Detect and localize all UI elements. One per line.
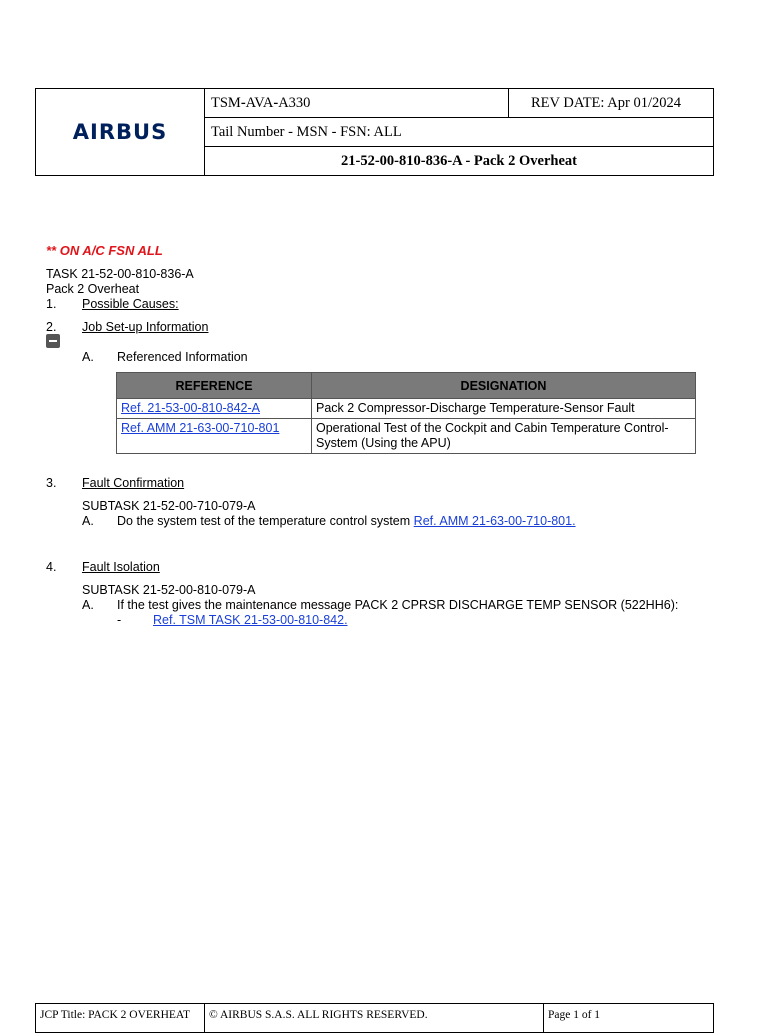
subtask-id: SUBTASK 21-52-00-710-079-A xyxy=(82,499,256,513)
section-1-title: Possible Causes: xyxy=(82,297,179,311)
table-row xyxy=(117,419,696,454)
reference-cell xyxy=(117,399,312,419)
section-4-title: Fault Isolation xyxy=(82,560,160,574)
task-name: Pack 2 Overheat xyxy=(46,282,140,296)
subsection-title: Referenced Information xyxy=(117,350,248,364)
table-header-row xyxy=(117,373,696,399)
step-letter: A. xyxy=(82,514,94,528)
reference-table xyxy=(116,372,696,454)
table-row xyxy=(117,399,696,419)
page-number: Page 1 of 1 xyxy=(548,1009,601,1021)
section-4-number: 4. xyxy=(46,560,57,574)
operator: AVA xyxy=(245,94,274,111)
separator: - xyxy=(273,94,279,111)
reference-cell xyxy=(117,419,312,454)
reference-link[interactable]: Ref. AMM 21-63-00-710-801 xyxy=(121,421,280,435)
header-row-2 xyxy=(205,118,713,147)
task-title: 21-52-00-810-836-A - Pack 2 Overheat xyxy=(341,153,577,169)
amm-reference-link[interactable]: Ref. AMM 21-63-00-710-801. xyxy=(413,514,576,528)
header-row-1 xyxy=(205,89,713,118)
section-1-number: 1. xyxy=(46,297,57,311)
logo-cell xyxy=(36,89,205,175)
step-text: If the test gives the maintenance message PACK 2 CPRSR DISCHARGE TEMP SENSOR (522HH6): xyxy=(117,598,679,612)
jcp-title: JCP Title: PACK 2 OVERHEAT xyxy=(36,1004,205,1032)
step-letter: A. xyxy=(82,598,94,612)
task-id: TASK 21-52-00-810-836-A xyxy=(46,267,194,281)
designation-cell: Pack 2 Compressor-Discharge Temperature-Sensor Fault xyxy=(312,399,696,419)
designation-cell xyxy=(312,419,696,454)
column-header-designation: DESIGNATION xyxy=(312,373,696,399)
section-2-title: Job Set-up Information xyxy=(82,320,209,334)
doc-title xyxy=(205,89,509,117)
applicability: ** ON A/C FSN ALL xyxy=(46,243,163,258)
rev-date: REV DATE: Apr 01/2024 xyxy=(531,94,681,111)
designation-line-2: System (Using the APU) xyxy=(316,436,451,450)
subtask-id: SUBTASK 21-52-00-810-079-A xyxy=(82,583,256,597)
document-header xyxy=(35,88,714,176)
copyright: © AIRBUS S.A.S. ALL RIGHTS RESERVED. xyxy=(205,1004,544,1032)
doc-type: TSM xyxy=(211,94,241,111)
reference-link[interactable]: Ref. 21-53-00-810-842-A xyxy=(121,401,260,415)
tsm-reference-link[interactable]: Ref. TSM TASK 21-53-00-810-842. xyxy=(153,613,348,627)
airbus-logo: AIRBUS xyxy=(72,120,168,144)
designation-line-1: Operational Test of the Cockpit and Cabin Temperature Control- xyxy=(316,421,669,435)
column-header-reference: REFERENCE xyxy=(117,373,312,399)
subsection-letter: A. xyxy=(82,350,94,364)
section-3-number: 3. xyxy=(46,476,57,490)
aircraft-type: A330 xyxy=(278,94,311,111)
separator: - xyxy=(240,94,246,111)
step-instruction: Do the system test of the temperature control system xyxy=(117,514,411,528)
collapse-icon[interactable] xyxy=(46,334,60,348)
section-3-title: Fault Confirmation xyxy=(82,476,185,490)
bullet-dash: - xyxy=(117,613,122,627)
tail-number-line: Tail Number - MSN - FSN: ALL xyxy=(211,123,402,140)
step-text xyxy=(117,514,576,528)
section-2-number: 2. xyxy=(46,320,57,334)
document-footer xyxy=(35,1003,714,1033)
